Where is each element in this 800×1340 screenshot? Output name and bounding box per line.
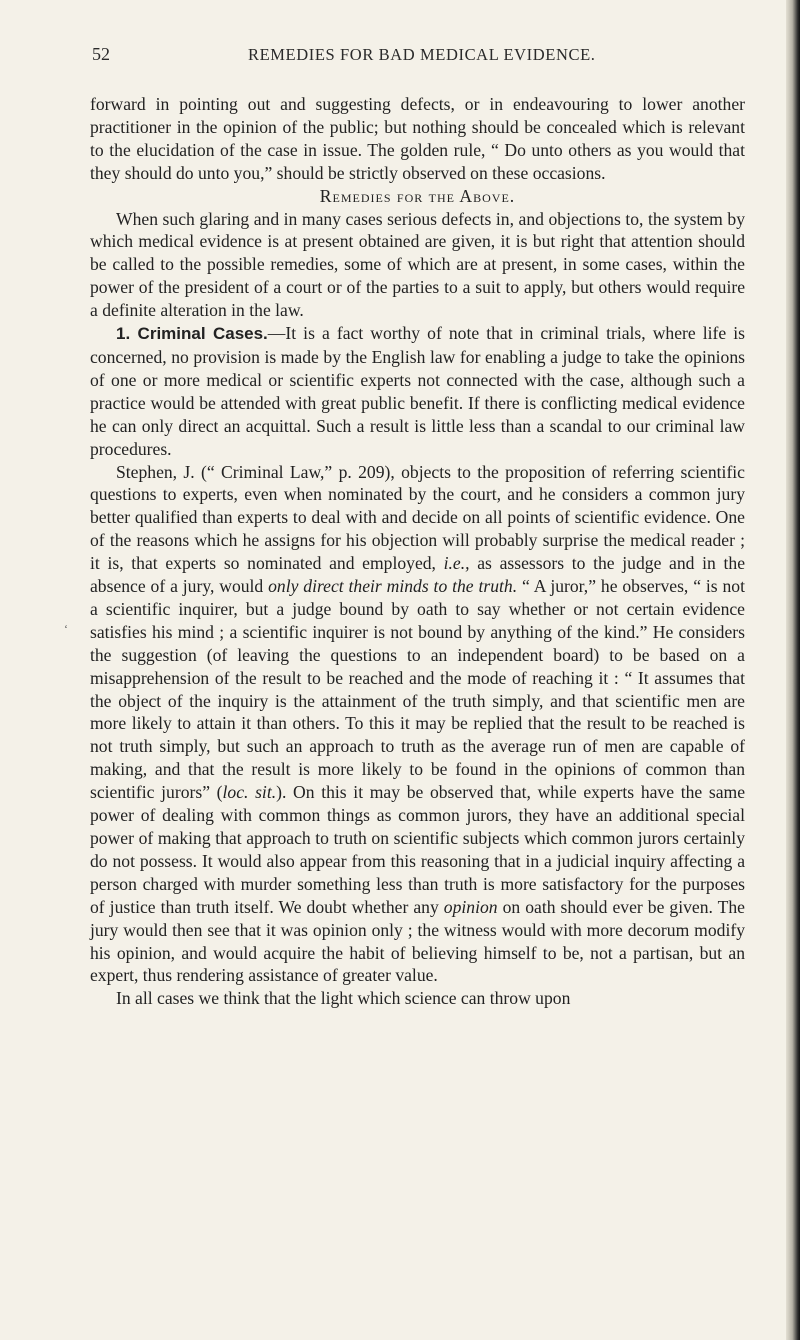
page-header — [92, 44, 744, 72]
running-title: REMEDIES FOR BAD MEDICAL EVIDENCE. — [248, 45, 596, 64]
page-number: 52 — [92, 44, 110, 64]
paragraph-4-part-d: ). On this it may be observed that, while experts have the same power of dealing with common things as common jurors, they have an additional special power of making that approach to truth on scientific subjects which common jurors certainly do not possess. It would also appear from this reasoning that in a judicial inquiry affecting a person charged with murder something less than truth is more satisfactory for the purposes of justice than truth itself. We doubt whether any — [90, 782, 745, 917]
loc-sit: loc. sit. — [222, 782, 277, 803]
paragraph-4-part-c: “ A juror,” he observes, “ is not a scientific inquirer, but a judge bound by oath to say whether or not certain evidence satisfies his mind ; a scientific inquirer is not bound by anything of the kind.” He considers the suggestion (of leaving the questions to an independent board) to be based on a misapprehension of the result to be reached and the mode of reaching it : “ It assumes that the object of the inquiry is the attainment of the truth simply, and that scientific men are more likely to attain it than others. To this it may be replied that the result to be reached is not truth simply, but such an approach to truth as the average run of men are capable of making, and that the result is more likely to be found in the opinions of common than scientific jurors” ( — [90, 576, 745, 803]
italic-phrase: only direct their minds to the truth. — [268, 576, 518, 597]
paragraph-4 — [90, 461, 745, 988]
page-edge-shadow — [786, 0, 800, 1340]
paragraph-4-part-a: Stephen, J. (“ Criminal Law,” p. 209), objects to the proposition of referring scientific questions to experts, even when nominated by the court, and he considers a common jury better qualified than experts to deal with and decide on all points of scientific evidence. One of the reasons which he assigns for his objection will probably surprise the medical reader ; it is, that experts so nominated and employed, — [90, 461, 745, 574]
opinion-word: opinion — [443, 896, 498, 917]
paragraph-3 — [90, 322, 745, 460]
paragraph-3-text: —It is a fact worthy of note that in criminal trials, where life is concerned, no provision is made by the English law for enabling a judge to take the opinions of one or more medical or scientific experts not connected with the case, although such a practice would be attended with great public benefit. If there is conflicting medical evidence he can only direct an acquittal. Such a result is little less than a scandal to our criminal law procedures. — [90, 323, 745, 459]
ie-abbrev: i.e., — [443, 553, 470, 574]
paragraph-4-part-e: on oath should ever be given. The jury would then see that it was opinion only ; the witness would with more decorum modify his opinion, and would acquire the habit of believing himself to be, not a partisan, but an expert, thus rendering assistance of greater value. — [90, 896, 745, 986]
section-heading: Remedies for the Above. — [319, 185, 516, 206]
body-text — [90, 93, 745, 1010]
paragraph-4-part-b: as assessors to the judge and in the absence of a jury, would — [90, 553, 746, 597]
margin-mark: ‘ — [64, 622, 68, 636]
paragraph-2: When such glaring and in many cases serious defects in, and objections to, the system by which medical evidence is at present obtained are given, it is but right that attention should be called to the possible remedies, some of which are at present, in some cases, within the power of the president of a court or of the parties to a suit to apply, but others would require a definite alteration in the law. — [90, 208, 745, 321]
paragraph-1: forward in pointing out and suggesting defects, or in endeavouring to lower another practitioner in the opinion of the public; but nothing should be concealed which is relevant to the elucidation of the case in issue. The golden rule, “ Do unto others as you would that they should do unto you,” should be strictly observed on these occasions. — [90, 94, 745, 183]
criminal-cases-lead: 1. Criminal Cases. — [116, 324, 268, 344]
paragraph-5: In all cases we think that the light which science can throw upon — [116, 988, 571, 1009]
